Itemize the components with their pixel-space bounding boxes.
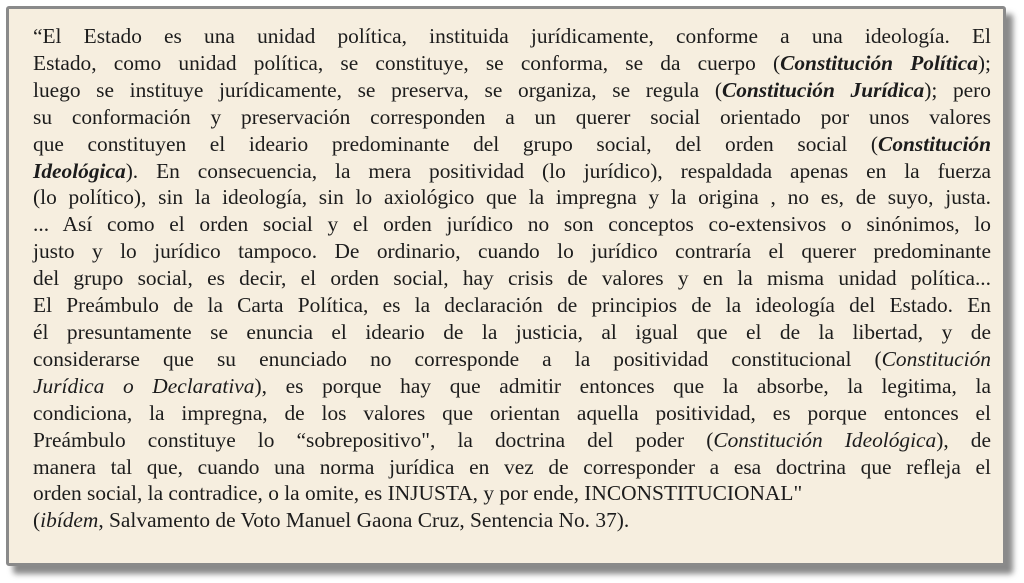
quote-line	[33, 131, 991, 158]
quote-line	[33, 265, 991, 292]
quote-line	[33, 373, 991, 400]
quote-text-run: que constituyen el ideario predominante del grupo social, del orden social (	[33, 131, 879, 156]
emphasis-italic: Jurídica o Declarativa	[33, 373, 255, 398]
quote-line	[33, 427, 991, 454]
quote-text-run: ); pero	[924, 77, 991, 102]
quote-text-run: ). En consecuencia, la mera positividad (lo jurídico), respaldada apenas en la fuerza	[125, 158, 991, 183]
quote-text-run: );	[977, 50, 991, 75]
emphasis-italic: ibídem	[40, 508, 99, 533]
quote-text-run: Preámbulo constituye lo “sobrepositivo", la doctrina del poder (	[33, 427, 714, 452]
quote-text-run: él presuntamente se enuncia el ideario de la justicia, al igual que el de la libertad, y de	[33, 319, 991, 344]
quote-text-run: luego se instituye jurídicamente, se preserva, se organiza, se regula (	[33, 77, 722, 102]
quote-text-run: del grupo social, es decir, el orden social, hay crisis de valores y en la misma unidad política...	[33, 266, 991, 291]
emphasis-italic: Constitución	[881, 346, 991, 371]
quote-text-run: “El Estado es una unidad política, instituida jurídicamente, conforme a una ideología. El	[33, 24, 991, 48]
quote-text-run: su conformación y preservación corresponden a un querer social orientado por unos valores	[33, 104, 991, 129]
quote-text-run: ... Así como el orden social y el orden jurídico no son conceptos co-extensivos o sinónimos, lo	[33, 212, 991, 237]
quote-line	[33, 238, 991, 265]
emphasis-bold-italic: Constitución	[878, 131, 991, 156]
quote-text-run: Estado, como unidad política, se constituye, se conforma, se da cuerpo (	[33, 50, 781, 75]
quote-text-run: (	[33, 508, 41, 533]
quote-line	[33, 158, 991, 185]
quote-text-run: considerarse que su enunciado no corresponde a la positividad constitucional (	[33, 346, 882, 371]
quote-text-run: condiciona, la impregna, de los valores que orientan aquella positividad, es porque entonces el	[33, 400, 991, 425]
quote-line	[33, 319, 991, 346]
quote-line	[33, 292, 991, 319]
quote-box	[6, 6, 1006, 566]
emphasis-bold-italic: Constitución Jurídica	[721, 77, 925, 102]
quote-text	[33, 23, 991, 534]
quote-line	[33, 50, 991, 77]
quote-text-run: orden social, la contradice, o la omite, es INJUSTA, y por ende, INCONSTITUCIONAL"	[33, 481, 803, 506]
quote-text-run: (lo político), sin la ideología, sin lo axiológico que la impregna y la origina , no es, de suyo, justa.	[33, 185, 991, 210]
quote-line	[33, 480, 991, 507]
quote-line	[33, 400, 991, 427]
emphasis-italic: Constitución Ideológica	[713, 427, 937, 452]
emphasis-bold-italic: Ideológica	[33, 158, 126, 183]
quote-text-run: manera tal que, cuando una norma jurídica en vez de corresponder a esa doctrina que refleja el	[33, 454, 991, 479]
quote-line	[33, 104, 991, 131]
quote-line	[33, 184, 991, 211]
quote-text-run: justo y lo jurídico tampoco. De ordinario, cuando lo jurídico contraría el querer predominante	[33, 239, 991, 264]
emphasis-bold-italic: Constitución Política	[780, 50, 978, 75]
quote-line	[33, 77, 991, 104]
quote-text-run: , Salvamento de Voto Manuel Gaona Cruz, Sentencia No. 37).	[98, 508, 630, 533]
quote-text-run: ), es porque hay que admitir entonces que la absorbe, la legitima, la	[254, 373, 991, 398]
quote-line	[33, 211, 991, 238]
quote-line	[33, 507, 991, 534]
quote-text-run: ), de	[936, 427, 991, 452]
quote-line	[33, 454, 991, 481]
quote-text-run: El Preámbulo de la Carta Política, es la declaración de principios de la ideología del Estado. En	[33, 293, 991, 318]
quote-line	[33, 346, 991, 373]
quote-line	[33, 23, 991, 50]
